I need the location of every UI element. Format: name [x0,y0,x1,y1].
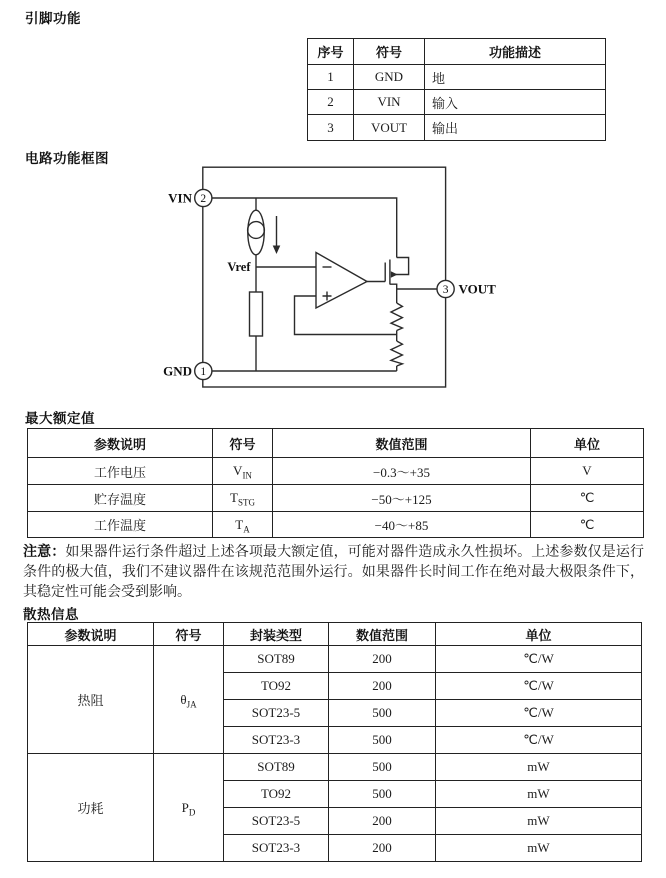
column-header-no: 序号 [308,39,354,65]
gnd-label: GND [163,363,192,379]
unit: mW [436,754,642,781]
table-header-row [308,39,606,65]
vin-pin-number: 2 [200,193,207,205]
feedback-resistor-1 [391,303,402,331]
column-header-unit: 单位 [531,429,644,458]
unit: ℃/W [436,646,642,673]
opamp-plus-icon [323,292,332,301]
circuit-diagram [160,158,510,398]
table-row [28,512,644,538]
current-source-symbol [248,210,264,255]
pin-desc: 输出 [425,115,606,141]
package-type: SOT89 [224,646,329,673]
value: 500 [329,754,436,781]
table-row [28,754,642,781]
table-row [28,485,644,512]
package-type: SOT23-5 [224,700,329,727]
column-header-range: 数值范围 [273,429,531,458]
table-row [308,115,606,141]
unit: ℃/W [436,673,642,700]
value: 500 [329,727,436,754]
rating-symbol: $T_A$ [213,512,273,538]
pin-no: 1 [308,65,354,90]
pin-symbol: GND [354,65,425,90]
column-header-param: 参数说明 [28,623,154,646]
rating-symbol: $T_{STG}$ [213,485,273,512]
max-ratings-table [27,428,644,538]
table-header-row [28,623,642,646]
rating-param: 贮存温度 [28,485,213,512]
value: 500 [329,700,436,727]
unit: mW [436,808,642,835]
column-header-symbol: 符号 [354,39,425,65]
note-label: 注意： [23,543,66,559]
thermal-symbol: $P_D$ [154,754,224,862]
rating-range: −40～+85 [273,512,531,538]
column-header-symbol: 符号 [213,429,273,458]
pin-symbol: VOUT [354,115,425,141]
package-type: SOT23-3 [224,835,329,862]
column-header-param: 参数说明 [28,429,213,458]
pin-desc: 输入 [425,90,606,115]
rating-symbol: $V_{IN}$ [213,458,273,485]
rating-param: 工作电压 [28,458,213,485]
current-arrow-head [273,246,281,255]
package-type: SOT89 [224,754,329,781]
table-row [28,646,642,673]
package-type: SOT23-5 [224,808,329,835]
pin-function-heading: 引脚功能 [25,11,81,26]
value: 500 [329,781,436,808]
thermal-symbol: $\theta_{JA}$ [154,646,224,754]
value: 200 [329,835,436,862]
rating-unit: ℃ [531,485,644,512]
mosfet-arrow [391,271,398,278]
column-header-symbol: 符号 [154,623,224,646]
column-header-unit: 单位 [436,623,642,646]
feedback-resistor-2 [391,341,402,366]
rating-unit: V [531,458,644,485]
thermal-param: 热阻 [28,646,154,754]
thermal-table [27,622,642,862]
pin-desc: 地 [425,65,606,90]
table-header-row [28,429,644,458]
feedback-tap-wire [295,296,397,335]
vout-label: VOUT [458,281,496,297]
table-row [308,90,606,115]
block-diagram-heading: 电路功能框图 [25,151,109,166]
unit: mW [436,835,642,862]
table-row [308,65,606,90]
vref-resistor [250,292,263,336]
current-source-inner-circle [248,222,265,239]
rating-range: −0.3～+35 [273,458,531,485]
thermal-heading: 散热信息 [23,607,79,622]
vout-pin-number: 3 [442,284,449,296]
package-type: TO92 [224,781,329,808]
vref-label: Vref [227,260,251,274]
value: 200 [329,673,436,700]
rating-unit: ℃ [531,512,644,538]
mosfet-source-loop [393,258,409,275]
unit: mW [436,781,642,808]
rating-range: −50～+125 [273,485,531,512]
package-type: SOT23-3 [224,727,329,754]
max-ratings-heading: 最大额定值 [25,411,95,426]
value: 200 [329,646,436,673]
unit: ℃/W [436,700,642,727]
gnd-pin-number: 1 [200,366,207,378]
mosfet-drain-wire [390,284,397,289]
opamp [316,253,367,309]
package-type: TO92 [224,673,329,700]
pin-no: 3 [308,115,354,141]
pin-symbol: VIN [354,90,425,115]
pin-function-table [307,38,606,141]
rating-param: 工作温度 [28,512,213,538]
unit: ℃/W [436,727,642,754]
thermal-param: 功耗 [28,754,154,862]
value: 200 [329,808,436,835]
column-header-desc: 功能描述 [425,39,606,65]
table-row [28,458,644,485]
column-header-range: 数值范围 [329,623,436,646]
note-text: 如果器件运行条件超过上述各项最大额定值，可能对器件造成永久性损坏。上述参数仅是运行条件的极大值，我们不建议器件在该规范范围外运行。如果器件长时间工作在绝对最大极限条件下，其稳定性可能会受到影响。 [23,545,645,600]
pin-no: 2 [308,90,354,115]
ratings-note [23,541,644,603]
column-header-package: 封装类型 [224,623,329,646]
circuit-outer-box [203,167,446,387]
vin-rail-wire [212,198,397,258]
vin-label: VIN [168,190,192,206]
